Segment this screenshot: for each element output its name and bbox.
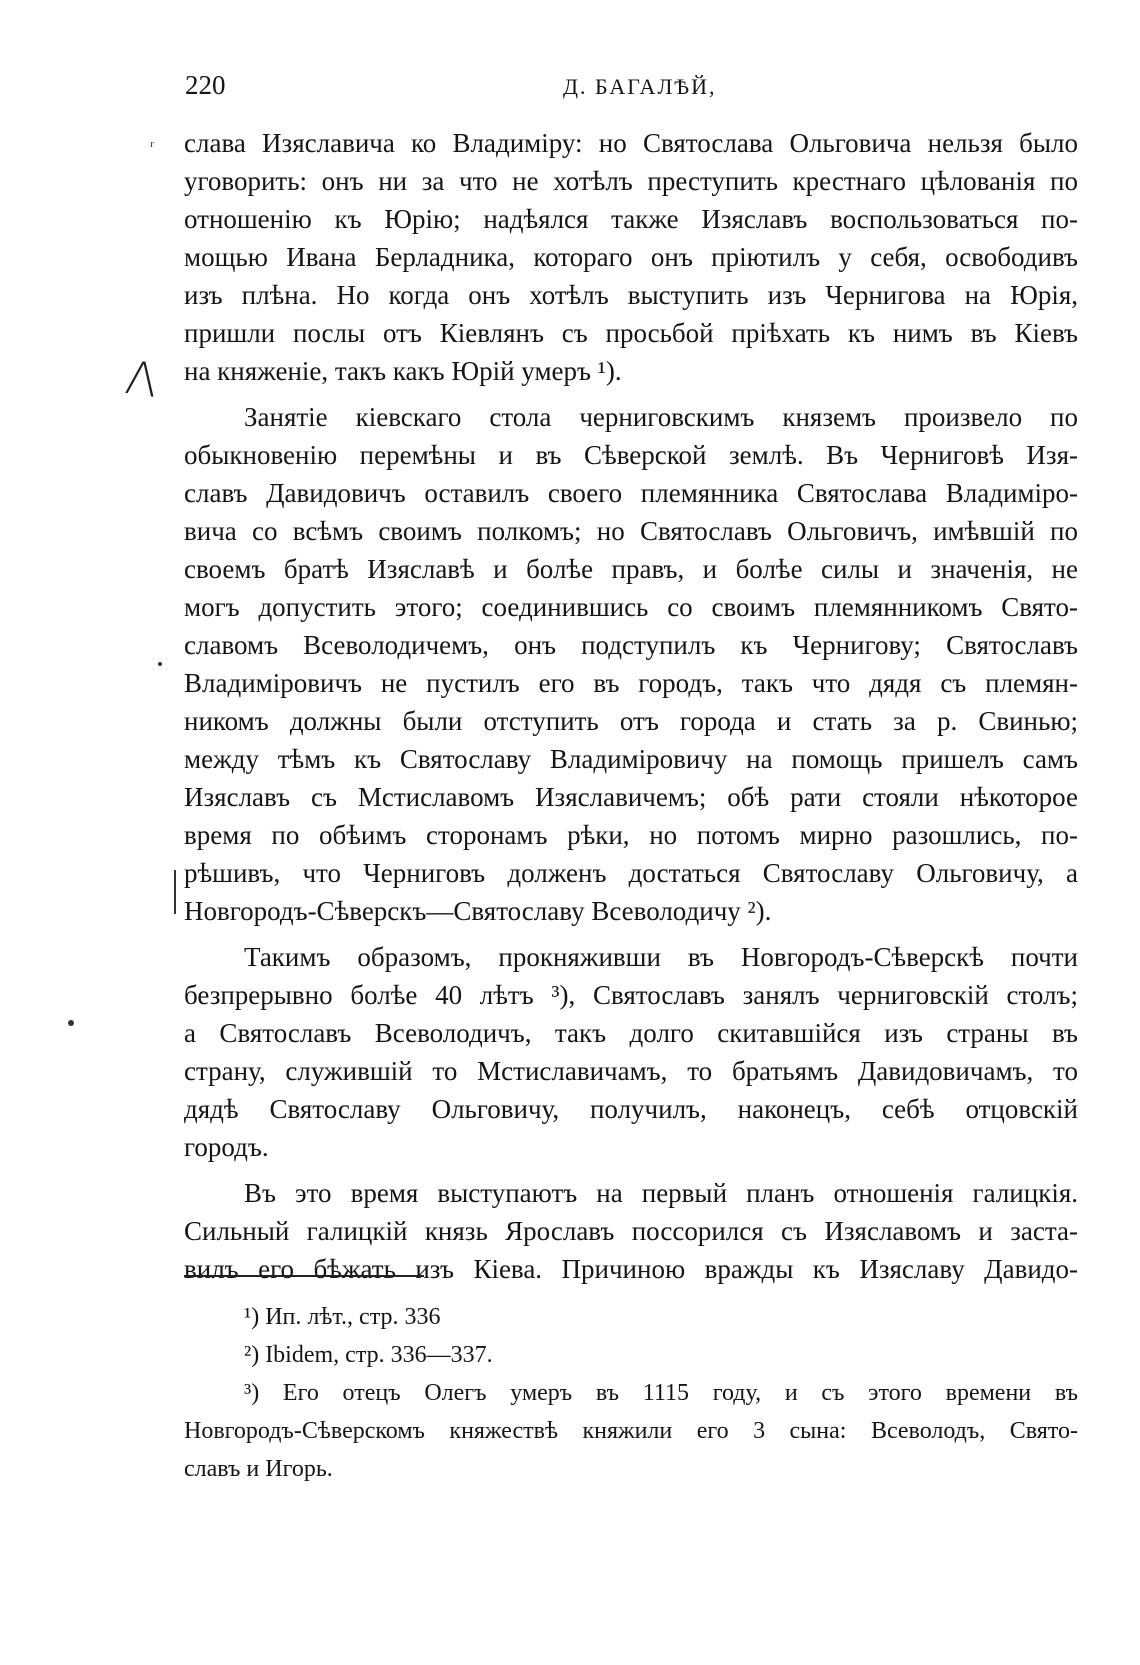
footnote-2: ²) Ibidem, стр. 336—337. [244, 1342, 493, 1368]
text-line: уговорить: онъ ни за что не хотѣлъ преступить крестнаго цѣлованія по [184, 166, 1078, 196]
text-line: вилъ его бѣжать изъ Кіева. Причиною вражды къ Изяславу Давидо- [184, 1254, 1078, 1284]
text-line: безпрерывно болѣе 40 лѣтъ ³), Святославъ занялъ черниговскій столъ; [184, 980, 1078, 1010]
text-line: своемъ братѣ Изяславѣ и болѣе правъ, и болѣе силы и значенія, не [184, 554, 1078, 584]
text-line: дядѣ Святославу Ольговичу, получилъ, наконецъ, себѣ отцовскій [184, 1094, 1078, 1124]
text-line: время по обѣимъ сторонамъ рѣки, но потомъ мирно разошлись, по- [184, 820, 1078, 850]
text-line: никомъ должны были отступить отъ города и стать за р. Свинью; [184, 706, 1078, 736]
text-line: Сильный галицкій князь Ярославъ поссорился съ Изяславомъ и заста- [184, 1216, 1078, 1246]
text-line: пришли послы отъ Кіевлянъ съ просьбой пріѣхать къ нимъ въ Кіевъ [184, 318, 1078, 348]
text-line: Изяславъ съ Мстиславомъ Изяславичемъ; обѣ рати стояли нѣкоторое [184, 782, 1078, 812]
text-line: Въ это время выступаютъ на первый планъ отношенія галицкія. [244, 1178, 1078, 1208]
margin-dot [158, 662, 162, 666]
text-line: славомъ Всеволодичемъ, онъ подступилъ къ Чернигову; Святославъ [184, 630, 1078, 660]
footnote-divider [184, 1275, 424, 1277]
running-head: Д. БАГАЛѢЙ, [563, 74, 717, 99]
footnotes [184, 1298, 1078, 1488]
text-line: мощью Ивана Берладника, котораго онъ пріютилъ у себя, освободивъ [184, 242, 1078, 272]
margin-dot [68, 1020, 74, 1026]
page-header [185, 70, 1055, 110]
text-line: вича со всѣмъ своимъ полкомъ; но Святославъ Ольговичъ, имѣвшій по [184, 516, 1078, 546]
footnote-3-continued: Новгородъ-Сѣверскомъ княжествѣ княжили его 3 сына: Всеволодъ, Свято- [184, 1418, 1078, 1444]
text-line: слава Изяславича ко Владиміру: но Святослава Ольговича нельзя было [184, 128, 1078, 158]
text-line: страну, служившій то Мстиславичамъ, то братьямъ Давидовичамъ, то [184, 1056, 1078, 1086]
text-line: Занятіе кіевскаго стола черниговскимъ княземъ произвело по [244, 402, 1078, 432]
text-line: отношенію къ Юрію; надѣялся также Изяславъ воспользоваться по- [184, 204, 1078, 234]
text-line: городъ. [184, 1132, 269, 1162]
text-line: Владиміровичъ не пустилъ его въ городъ, такъ что дядя съ племян- [184, 668, 1078, 698]
text-line: обыкновенію перемѣны и въ Сѣверской землѣ. Въ Черниговѣ Изя- [184, 440, 1078, 470]
text-line: Новгородъ-Сѣверскъ—Святославу Всеволодичу ²). [184, 896, 772, 926]
text-line: рѣшивъ, что Черниговъ долженъ достаться Святославу Ольговичу, а [184, 858, 1078, 888]
text-line: а Святославъ Всеволодичъ, такъ долго скитавшійся изъ страны въ [184, 1018, 1078, 1048]
body-text [184, 124, 1078, 1288]
margin-tick-mark: ʳ [150, 136, 154, 156]
text-line: славъ Давидовичъ оставилъ своего племянника Святослава Владиміро- [184, 478, 1078, 508]
margin-bracket-mark [174, 870, 176, 914]
page-number: 220 [185, 70, 226, 100]
margin-handwritten-mark: Λ [122, 350, 162, 408]
footnote-3: ³) Его отецъ Олегъ умеръ въ 1115 году, и съ этого времени въ [244, 1380, 1078, 1406]
paragraph-3 [184, 938, 1078, 1166]
paragraph-1 [184, 124, 1078, 390]
footnote-1: ¹) Ип. лѣт., стр. 336 [244, 1304, 441, 1330]
text-line: на княженіе, такъ какъ Юрій умеръ ¹). [184, 356, 622, 386]
footnote-3-continued: славъ и Игорь. [184, 1456, 333, 1482]
paragraph-2 [184, 398, 1078, 930]
text-line: могъ допустить этого; соединившись со своимъ племянникомъ Свято- [184, 592, 1078, 622]
text-line: изъ плѣна. Но когда онъ хотѣлъ выступить изъ Чернигова на Юрія, [184, 280, 1078, 310]
text-line: Такимъ образомъ, прокняживши въ Новгородъ-Сѣверскѣ почти [244, 942, 1078, 972]
paragraph-4 [184, 1174, 1078, 1288]
text-line: между тѣмъ къ Святославу Владиміровичу на помощь пришелъ самъ [184, 744, 1078, 774]
